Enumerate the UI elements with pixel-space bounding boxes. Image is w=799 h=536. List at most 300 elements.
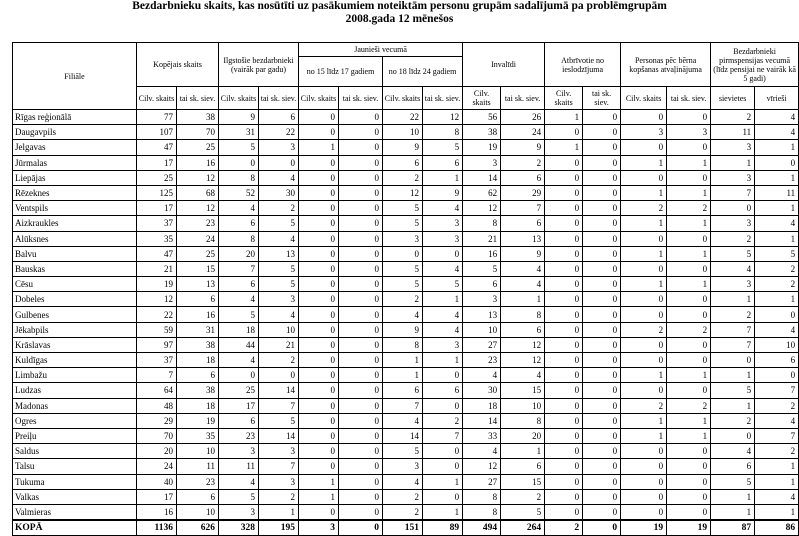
table-cell: 1 — [711, 398, 755, 413]
table-cell: 12 — [501, 353, 545, 368]
table-cell: 6 — [259, 110, 299, 125]
branch-name: Aizkraukles — [13, 216, 137, 231]
table-cell: 6 — [711, 459, 755, 474]
subheader-women: tai sk. siev. — [501, 87, 545, 110]
table-cell: 1 — [755, 170, 799, 185]
table-cell: 1 — [711, 368, 755, 383]
table-cell: 0 — [583, 504, 621, 520]
table-cell: 7 — [501, 201, 545, 216]
table-cell: 0 — [339, 383, 383, 398]
table-row — [13, 216, 799, 231]
table-cell: 3 — [711, 170, 755, 185]
table-cell: 9 — [219, 110, 259, 125]
table-cell: 5 — [423, 277, 463, 292]
table-cell: 1 — [299, 474, 339, 489]
table-cell: 0 — [339, 520, 383, 536]
table-cell: 23 — [463, 353, 501, 368]
table-cell: 0 — [545, 125, 583, 140]
table-cell: 0 — [583, 292, 621, 307]
table-cell: 0 — [583, 383, 621, 398]
title-line-2: 2008.gada 12 mēnešos — [345, 13, 454, 25]
table-cell: 0 — [583, 307, 621, 322]
table-cell: 0 — [583, 520, 621, 536]
table-cell: 0 — [339, 155, 383, 170]
table-cell: 0 — [621, 110, 667, 125]
table-cell: 1 — [755, 140, 799, 155]
table-cell: 0 — [667, 231, 711, 246]
table-cell: 25 — [177, 246, 219, 261]
table-row — [13, 398, 799, 413]
table-cell: 25 — [137, 170, 177, 185]
table-cell: 2 — [711, 110, 755, 125]
table-cell: 0 — [219, 155, 259, 170]
table-cell: 20 — [501, 428, 545, 443]
table-cell: 0 — [545, 170, 583, 185]
table-cell: 1 — [667, 216, 711, 231]
table-cell: 7 — [383, 398, 423, 413]
table-cell: 0 — [583, 489, 621, 504]
table-cell: 4 — [259, 170, 299, 185]
table-cell: 2 — [667, 322, 711, 337]
table-cell: 6 — [501, 322, 545, 337]
table-cell: 0 — [299, 504, 339, 520]
table-cell: 1 — [621, 428, 667, 443]
branch-name: Jelgavas — [13, 140, 137, 155]
table-row — [13, 261, 799, 276]
table-cell: 0 — [299, 353, 339, 368]
table-cell: 0 — [339, 337, 383, 352]
table-cell: 0 — [667, 383, 711, 398]
branch-name: Gulbenes — [13, 307, 137, 322]
table-cell: 1 — [423, 504, 463, 520]
table-cell: 38 — [463, 125, 501, 140]
table-cell: 0 — [299, 170, 339, 185]
table-cell: 7 — [755, 383, 799, 398]
table-cell: 0 — [423, 489, 463, 504]
table-cell: 0 — [667, 459, 711, 474]
table-cell: 14 — [259, 428, 299, 443]
table-cell: 25 — [219, 383, 259, 398]
table-cell: 0 — [755, 368, 799, 383]
table-cell: 23 — [177, 216, 219, 231]
table-cell: 0 — [667, 489, 711, 504]
table-cell: 0 — [621, 459, 667, 474]
table-cell: 89 — [423, 520, 463, 536]
table-cell: 0 — [621, 353, 667, 368]
table-cell: 0 — [339, 140, 383, 155]
table-cell: 10 — [755, 337, 799, 352]
table-cell: 1 — [545, 140, 583, 155]
table-cell: 2 — [383, 504, 423, 520]
table-cell: 27 — [463, 474, 501, 489]
table-cell: 17 — [137, 201, 177, 216]
table-cell: 1 — [667, 428, 711, 443]
table-cell: 13 — [259, 246, 299, 261]
table-cell: 494 — [463, 520, 501, 536]
table-cell: 0 — [339, 246, 383, 261]
table-cell: 0 — [621, 489, 667, 504]
table-cell: 0 — [299, 125, 339, 140]
table-cell: 1136 — [137, 520, 177, 536]
table-cell: 0 — [545, 155, 583, 170]
table-cell: 0 — [339, 474, 383, 489]
table-cell: 0 — [583, 125, 621, 140]
table-row — [13, 292, 799, 307]
table-cell: 0 — [545, 353, 583, 368]
table-cell: 29 — [137, 413, 177, 428]
table-cell: 5 — [711, 246, 755, 261]
table-cell: 3 — [219, 444, 259, 459]
table-cell: 2 — [545, 520, 583, 536]
table-cell: 0 — [339, 277, 383, 292]
table-cell: 0 — [299, 110, 339, 125]
table-cell: 15 — [501, 474, 545, 489]
branch-name: Bauskas — [13, 261, 137, 276]
table-cell: 0 — [299, 444, 339, 459]
table-cell: 8 — [501, 307, 545, 322]
table-cell: 5 — [383, 444, 423, 459]
table-cell: 0 — [583, 170, 621, 185]
table-cell: 6 — [501, 459, 545, 474]
table-cell: 0 — [219, 368, 259, 383]
table-cell: 2 — [501, 489, 545, 504]
table-cell: 2 — [755, 261, 799, 276]
table-cell: 4 — [383, 413, 423, 428]
table-cell: 2 — [711, 231, 755, 246]
branch-name: Liepājas — [13, 170, 137, 185]
branch-name: Daugavpils — [13, 125, 137, 140]
table-cell: 4 — [463, 444, 501, 459]
table-row — [13, 489, 799, 504]
table-cell: 0 — [545, 246, 583, 261]
table-cell: 1 — [545, 110, 583, 125]
subheader-women: tai sk. siev. — [667, 87, 711, 110]
table-cell: 0 — [423, 459, 463, 474]
table-cell: 1 — [621, 155, 667, 170]
header-released: Atbrīvotie no ieslodzījuma — [545, 43, 621, 87]
table-cell: 14 — [259, 383, 299, 398]
table-cell: 23 — [219, 428, 259, 443]
table-cell: 25 — [177, 140, 219, 155]
table-cell: 14 — [463, 170, 501, 185]
table-cell: 1 — [755, 459, 799, 474]
table-cell: 19 — [667, 520, 711, 536]
table-cell: 2 — [711, 307, 755, 322]
branch-name: Cēsu — [13, 277, 137, 292]
table-cell: 7 — [259, 398, 299, 413]
table-cell: 1 — [299, 140, 339, 155]
table-cell: 2 — [667, 201, 711, 216]
table-cell: 0 — [545, 504, 583, 520]
table-cell: 14 — [383, 428, 423, 443]
branch-name: Kuldīgas — [13, 353, 137, 368]
table-cell: 0 — [583, 231, 621, 246]
table-cell: 0 — [339, 201, 383, 216]
table-cell: 37 — [137, 216, 177, 231]
table-cell: 33 — [463, 428, 501, 443]
table-cell: 6 — [463, 277, 501, 292]
table-cell: 24 — [501, 125, 545, 140]
subheader-persons: Cilv. skaits — [621, 87, 667, 110]
table-cell: 4 — [755, 216, 799, 231]
table-cell: 7 — [219, 261, 259, 276]
table-cell: 2 — [621, 398, 667, 413]
header-prepension: Bezdarbnieki pirmspensijas vecumā (līdz pensijai ne vairāk kā 5 gadi) — [711, 43, 799, 87]
table-cell: 21 — [259, 337, 299, 352]
table-cell: 0 — [545, 185, 583, 200]
table-cell: 0 — [583, 246, 621, 261]
table-cell: 0 — [545, 489, 583, 504]
branch-name: Ogres — [13, 413, 137, 428]
table-cell: 19 — [463, 140, 501, 155]
table-cell: 15 — [177, 261, 219, 276]
table-body — [13, 110, 799, 536]
table-cell: 0 — [423, 444, 463, 459]
subheader-persons: Cilv. skaits — [545, 87, 583, 110]
table-cell: 12 — [177, 170, 219, 185]
table-cell: 0 — [583, 140, 621, 155]
table-cell: 0 — [423, 368, 463, 383]
table-cell: 77 — [137, 110, 177, 125]
header-youth-15-17: no 15 līdz 17 gadiem — [299, 57, 383, 87]
table-cell: 0 — [583, 322, 621, 337]
table-cell: 0 — [711, 428, 755, 443]
table-cell: 4 — [383, 474, 423, 489]
table-cell: 16 — [177, 155, 219, 170]
table-cell: 0 — [583, 459, 621, 474]
branch-name: Talsu — [13, 459, 137, 474]
branch-name: Saldus — [13, 444, 137, 459]
table-cell: 0 — [583, 368, 621, 383]
table-cell: 12 — [463, 201, 501, 216]
table-cell: 0 — [545, 322, 583, 337]
table-cell: 86 — [755, 520, 799, 536]
table-cell: 14 — [463, 413, 501, 428]
branch-name: Krāslavas — [13, 337, 137, 352]
table-cell: 5 — [259, 216, 299, 231]
table-cell: 4 — [219, 474, 259, 489]
table-cell: 0 — [621, 231, 667, 246]
table-cell: 7 — [423, 428, 463, 443]
table-cell: 0 — [621, 292, 667, 307]
branch-name: Valkas — [13, 489, 137, 504]
table-cell: 26 — [501, 110, 545, 125]
table-cell: 1 — [755, 504, 799, 520]
table-cell: 2 — [755, 277, 799, 292]
table-cell: 2 — [259, 201, 299, 216]
table-cell: 1 — [501, 292, 545, 307]
table-cell: 0 — [545, 444, 583, 459]
table-cell: 18 — [177, 353, 219, 368]
table-cell: 5 — [219, 307, 259, 322]
branch-name: Dobeles — [13, 292, 137, 307]
table-cell: 3 — [621, 125, 667, 140]
table-cell: 5 — [383, 277, 423, 292]
subheader-persons: Cilv. skaits — [137, 87, 177, 110]
table-cell: 24 — [177, 231, 219, 246]
table-cell: 0 — [339, 216, 383, 231]
table-cell: 0 — [621, 474, 667, 489]
table-cell: 6 — [755, 353, 799, 368]
table-cell: 6 — [177, 292, 219, 307]
table-cell: 2 — [383, 292, 423, 307]
table-cell: 5 — [259, 413, 299, 428]
table-cell: 0 — [339, 185, 383, 200]
table-cell: 3 — [259, 474, 299, 489]
table-cell: 0 — [621, 170, 667, 185]
header-branch: Filiāle — [13, 43, 137, 110]
table-cell: 0 — [299, 277, 339, 292]
table-cell: 0 — [583, 277, 621, 292]
table-cell: 0 — [383, 246, 423, 261]
table-row — [13, 231, 799, 246]
table-row — [13, 185, 799, 200]
table-cell: 6 — [219, 277, 259, 292]
table-cell: 264 — [501, 520, 545, 536]
header-youth: Jaunieši vecumā — [299, 43, 463, 57]
table-row — [13, 459, 799, 474]
statistics-table — [12, 42, 799, 536]
table-cell: 1 — [299, 489, 339, 504]
table-cell: 3 — [423, 337, 463, 352]
table-cell: 11 — [755, 185, 799, 200]
table-cell: 1 — [383, 368, 423, 383]
table-cell: 0 — [667, 261, 711, 276]
table-cell: 0 — [711, 353, 755, 368]
table-cell: 4 — [219, 353, 259, 368]
table-cell: 12 — [177, 201, 219, 216]
table-cell: 0 — [545, 292, 583, 307]
table-cell: 4 — [501, 368, 545, 383]
table-cell: 4 — [259, 231, 299, 246]
table-cell: 68 — [177, 185, 219, 200]
table-cell: 1 — [501, 444, 545, 459]
table-cell: 64 — [137, 383, 177, 398]
table-cell: 1 — [621, 246, 667, 261]
table-cell: 21 — [137, 261, 177, 276]
table-cell: 0 — [583, 428, 621, 443]
table-cell: 3 — [711, 277, 755, 292]
table-cell: 19 — [137, 277, 177, 292]
table-cell: 0 — [299, 368, 339, 383]
table-cell: 2 — [423, 413, 463, 428]
table-cell: 22 — [137, 307, 177, 322]
table-cell: 0 — [667, 474, 711, 489]
table-cell: 0 — [583, 216, 621, 231]
branch-name: KOPĀ — [13, 520, 137, 536]
table-cell: 38 — [177, 110, 219, 125]
table-cell: 5 — [383, 201, 423, 216]
table-cell: 7 — [755, 428, 799, 443]
table-cell: 5 — [463, 261, 501, 276]
table-cell: 4 — [755, 125, 799, 140]
table-cell: 0 — [299, 292, 339, 307]
table-cell: 0 — [583, 201, 621, 216]
table-row — [13, 337, 799, 352]
table-cell: 30 — [259, 185, 299, 200]
table-cell: 0 — [545, 231, 583, 246]
table-cell: 0 — [621, 140, 667, 155]
table-cell: 0 — [621, 307, 667, 322]
table-cell: 10 — [177, 504, 219, 520]
subheader-persons: Cilv. skaits — [299, 87, 339, 110]
branch-name: Balvu — [13, 246, 137, 261]
table-cell: 9 — [501, 140, 545, 155]
table-cell: 2 — [383, 170, 423, 185]
table-cell: 18 — [219, 322, 259, 337]
table-cell: 0 — [545, 383, 583, 398]
table-cell: 0 — [339, 110, 383, 125]
table-cell: 0 — [583, 444, 621, 459]
table-cell: 3 — [667, 125, 711, 140]
table-row — [13, 428, 799, 443]
table-cell: 4 — [755, 413, 799, 428]
table-row — [13, 383, 799, 398]
table-cell: 8 — [219, 231, 259, 246]
table-cell: 0 — [667, 337, 711, 352]
table-row — [13, 322, 799, 337]
table-cell: 70 — [177, 125, 219, 140]
table-cell: 0 — [621, 444, 667, 459]
branch-name: Tukuma — [13, 474, 137, 489]
subheader-women: tai sk. siev. — [423, 87, 463, 110]
table-cell: 0 — [545, 277, 583, 292]
table-row — [13, 413, 799, 428]
table-cell: 5 — [383, 216, 423, 231]
table-cell: 59 — [137, 322, 177, 337]
table-cell: 2 — [383, 489, 423, 504]
table-cell: 4 — [383, 307, 423, 322]
table-cell: 0 — [299, 246, 339, 261]
table-cell: 35 — [137, 231, 177, 246]
table-cell: 0 — [545, 261, 583, 276]
table-row — [13, 353, 799, 368]
table-cell: 3 — [259, 292, 299, 307]
table-cell: 5 — [711, 474, 755, 489]
table-cell: 1 — [755, 474, 799, 489]
table-cell: 5 — [501, 504, 545, 520]
table-cell: 0 — [583, 110, 621, 125]
table-cell: 13 — [501, 231, 545, 246]
table-cell: 12 — [501, 337, 545, 352]
table-row — [13, 307, 799, 322]
table-cell: 2 — [621, 322, 667, 337]
table-cell: 0 — [339, 322, 383, 337]
header-longterm: Ilgstošie bezdarbnieki (vairāk par gadu) — [219, 43, 299, 87]
table-cell: 15 — [501, 383, 545, 398]
table-row — [13, 155, 799, 170]
subheader-men-total: vīrieši — [755, 87, 799, 110]
branch-name: Madonas — [13, 398, 137, 413]
table-cell: 12 — [383, 185, 423, 200]
table-cell: 0 — [545, 216, 583, 231]
title-line-1: Bezdarbnieku skaits, kas nosūtīti uz pasākumiem noteiktām personu grupām sadalījumā pa problēmgrupām — [132, 0, 667, 12]
header-youth-18-24: no 18 līdz 24 gadiem — [383, 57, 463, 87]
table-row — [13, 201, 799, 216]
table-cell: 1 — [621, 368, 667, 383]
table-cell: 2 — [755, 398, 799, 413]
table-cell: 6 — [219, 216, 259, 231]
table-cell: 48 — [137, 398, 177, 413]
table-cell: 0 — [667, 170, 711, 185]
table-cell: 0 — [339, 292, 383, 307]
table-cell: 0 — [545, 368, 583, 383]
table-cell: 0 — [339, 261, 383, 276]
table-cell: 3 — [383, 231, 423, 246]
table-cell: 16 — [463, 246, 501, 261]
table-cell: 12 — [463, 459, 501, 474]
table-cell: 0 — [667, 292, 711, 307]
